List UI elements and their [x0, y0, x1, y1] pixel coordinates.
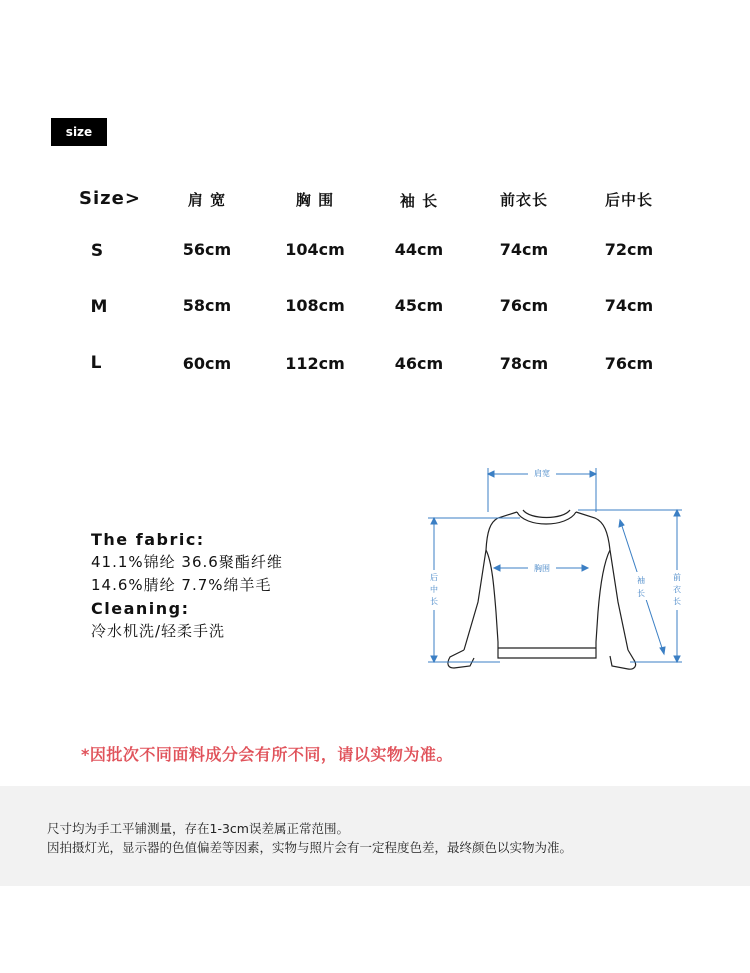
table-cell: 46cm [394, 354, 444, 373]
fabric-line-1: 41.1%锦纶 36.6聚酯纤维 [91, 553, 283, 571]
label-front-3: 长 [673, 597, 681, 606]
table-cell: 60cm [182, 354, 232, 373]
table-cell: 58cm [182, 296, 232, 315]
table-cell: 76cm [499, 296, 549, 315]
header-back-length: 后中长 [604, 191, 654, 209]
table-cell: 78cm [499, 354, 549, 373]
label-sleeve-2: 长 [637, 589, 645, 598]
table-cell: 45cm [394, 296, 444, 315]
fabric-info [91, 528, 283, 643]
label-front-2: 衣 [673, 585, 681, 594]
table-cell: 112cm [285, 354, 345, 373]
row-size-label: S [90, 241, 104, 261]
label-back-1: 后 [430, 573, 438, 582]
footer-line-1: 尺寸均为手工平铺测量，存在1-3cm误差属正常范围。 [47, 821, 349, 836]
table-cell: 44cm [394, 240, 444, 259]
table-cell: 74cm [604, 296, 654, 315]
sweater-outline-icon [448, 510, 636, 669]
label-shoulder: 肩宽 [534, 469, 550, 478]
cleaning-title: Cleaning: [91, 599, 190, 618]
footer-line-2: 因拍摄灯光，显示器的色值偏差等因素，实物与照片会有一定程度色差，最终颜色以实物为准。 [47, 840, 573, 855]
table-title: Size> [79, 188, 141, 209]
label-sleeve-1: 袖 [637, 576, 645, 585]
header-front-length: 前衣长 [499, 191, 549, 209]
batch-notice: *因批次不同面料成分会有所不同，请以实物为准。 [81, 745, 453, 764]
table-cell: 72cm [604, 240, 654, 259]
fabric-line-2: 14.6%腈纶 7.7%绵羊毛 [91, 576, 272, 594]
label-back-2: 中 [430, 585, 438, 594]
footer-disclaimer [0, 786, 750, 886]
label-front-1: 前 [673, 573, 681, 582]
header-chest: 胸 围 [295, 191, 335, 209]
table-cell: 104cm [285, 240, 345, 259]
fabric-title: The fabric: [91, 530, 205, 549]
table-cell: 74cm [499, 240, 549, 259]
size-tag: size [51, 118, 107, 146]
header-shoulder: 肩 宽 [187, 191, 227, 209]
table-cell: 76cm [604, 354, 654, 373]
table-cell: 56cm [182, 240, 232, 259]
sweater-measurement-diagram [420, 462, 690, 682]
label-chest: 胸围 [534, 564, 550, 573]
cleaning-instructions: 冷水机洗/轻柔手洗 [91, 622, 226, 640]
table-cell: 108cm [285, 296, 345, 315]
row-size-label: M [90, 297, 108, 317]
label-back-3: 长 [430, 597, 438, 606]
header-sleeve: 袖 长 [399, 192, 439, 210]
row-size-label: L [90, 353, 102, 373]
